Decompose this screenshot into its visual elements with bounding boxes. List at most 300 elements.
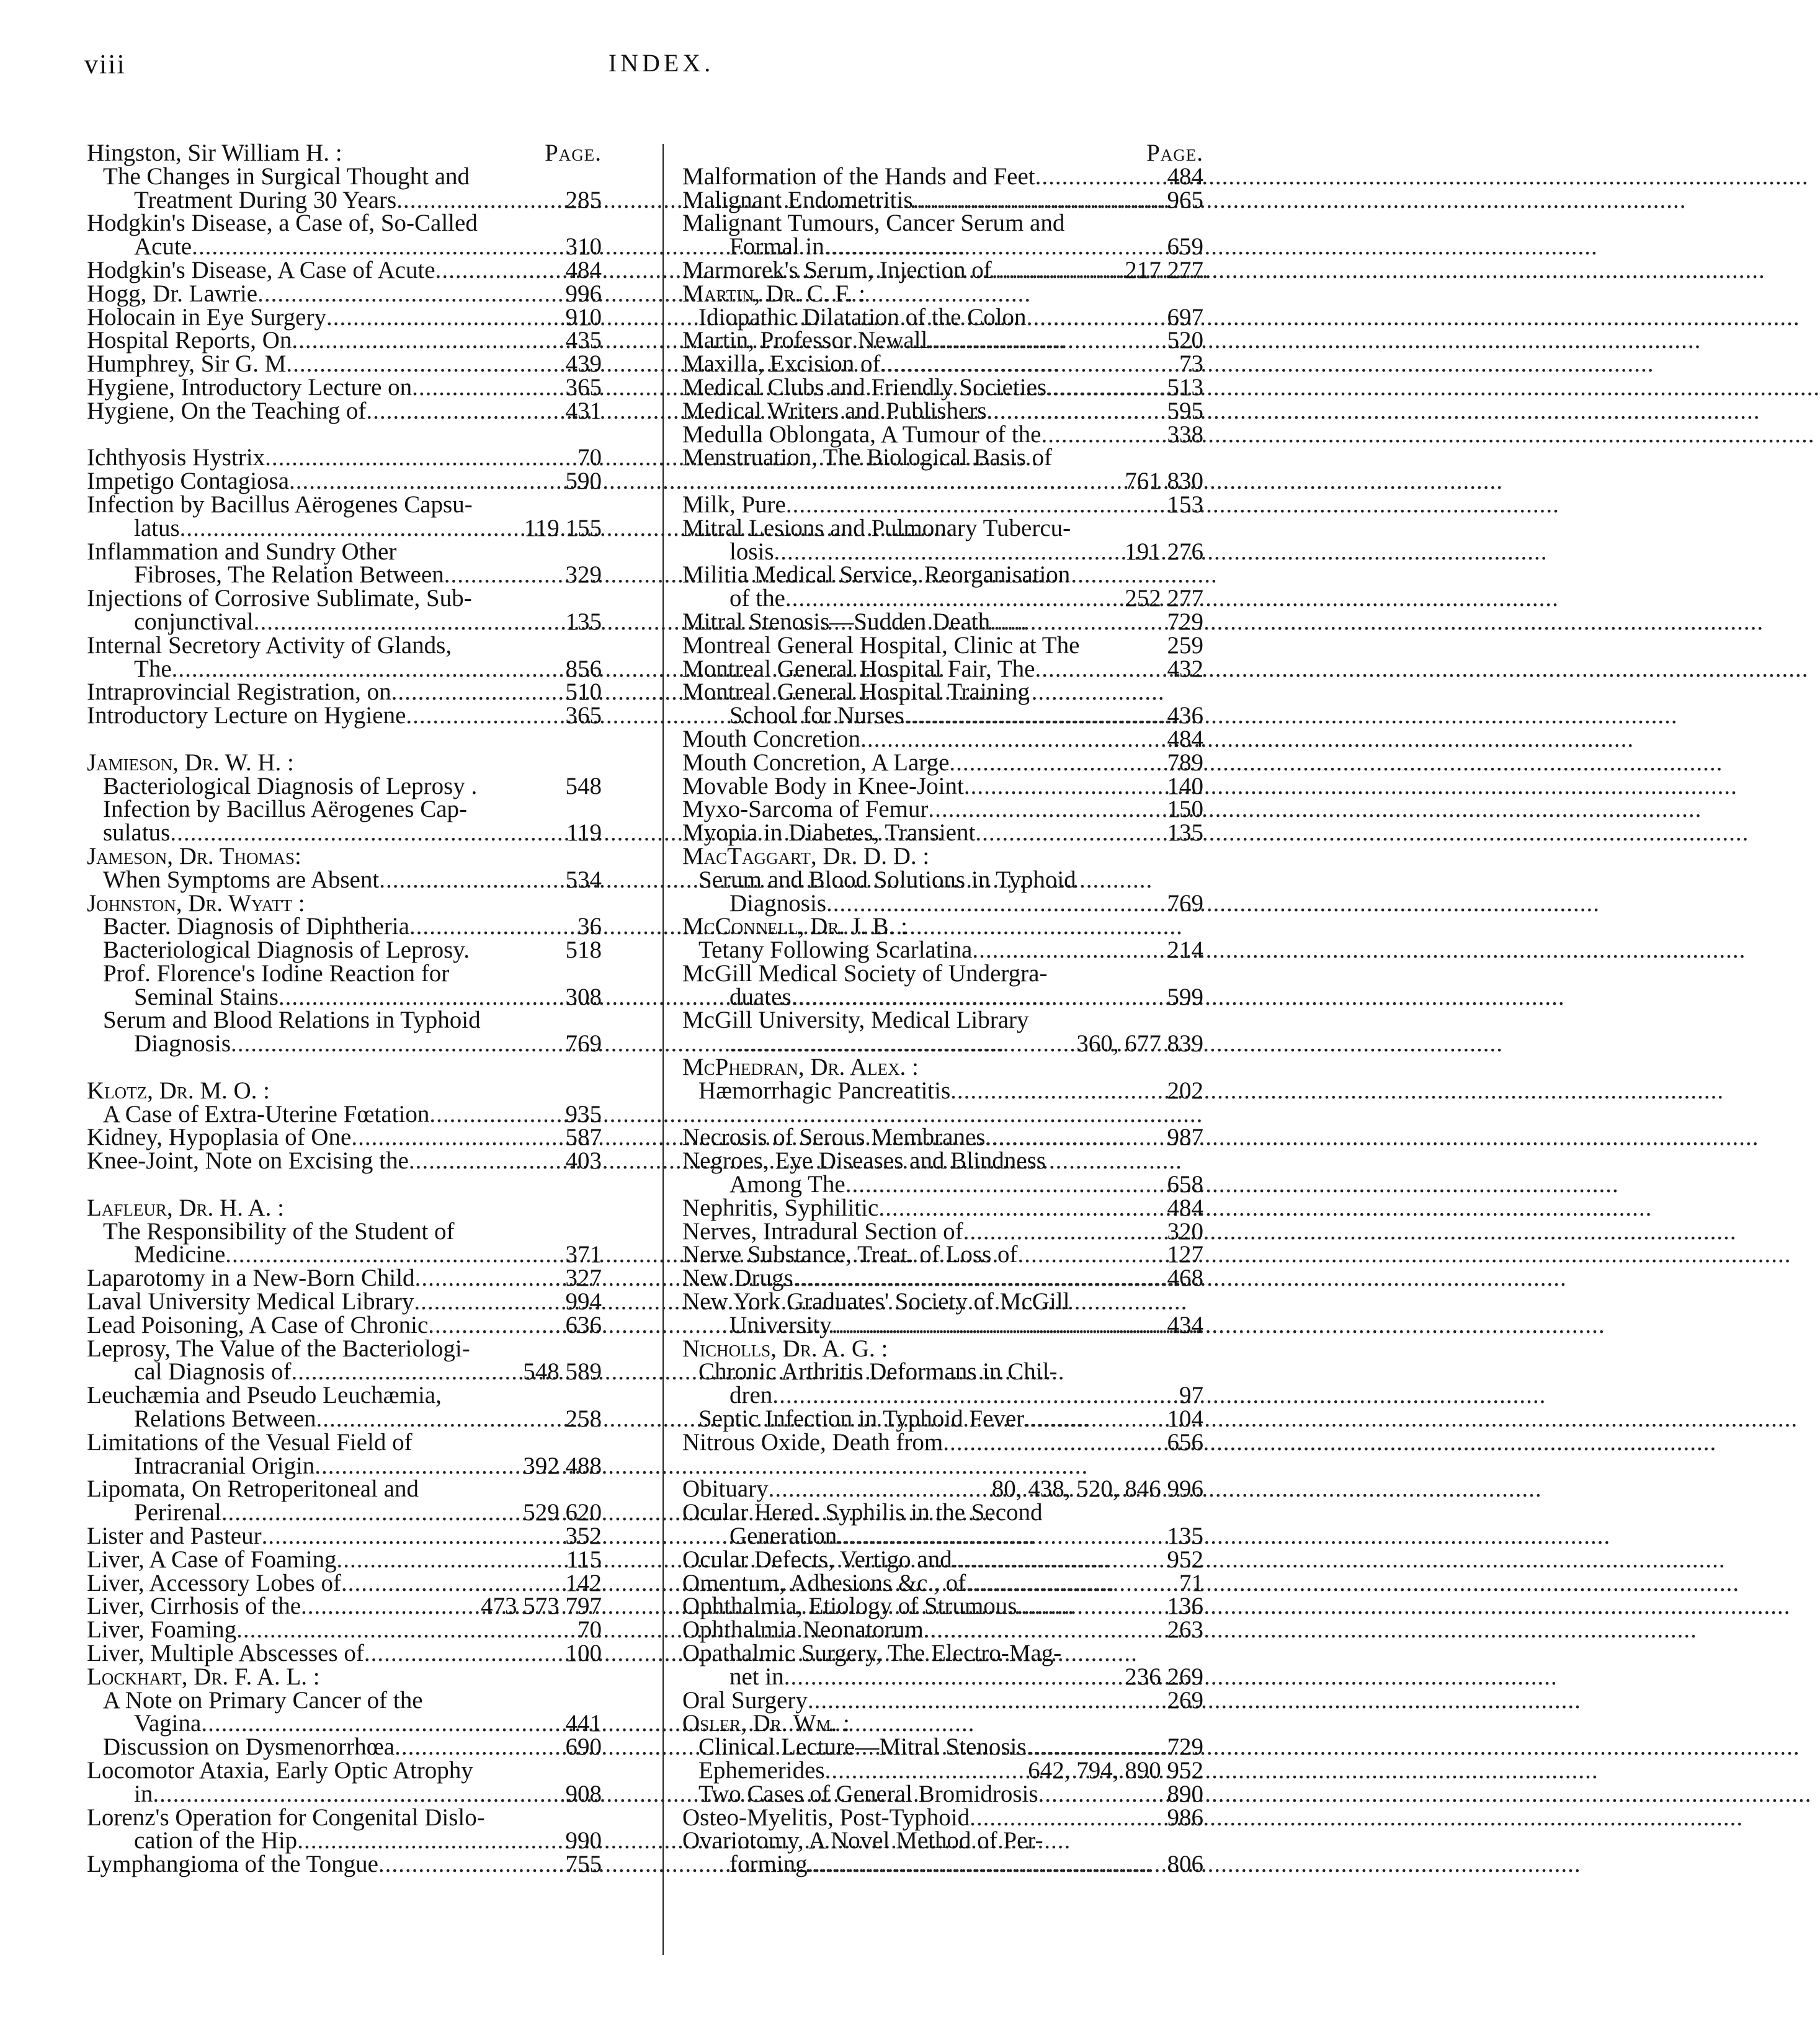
page-reference: 135 (1167, 1523, 1203, 1550)
dot-leader (364, 1642, 561, 1665)
entry-text: Johnston, Dr. Wyatt : (87, 889, 305, 917)
index-entry (87, 1548, 602, 1572)
page-reference: 320 (1167, 1217, 1203, 1245)
dot-leader (975, 821, 1162, 845)
entry-text: Intracranial Origin (134, 1452, 315, 1479)
dot-leader (265, 446, 573, 469)
index-entry (87, 1428, 602, 1456)
page-reference: 392 488 (523, 1452, 602, 1479)
index-entry (682, 1735, 1203, 1759)
dot-leader (366, 399, 560, 423)
entry-text: Osler, Dr. Wm. : (682, 1710, 850, 1737)
index-entry (87, 211, 602, 235)
index-entry (87, 704, 602, 727)
index-entry (682, 1149, 1203, 1173)
entry-text: Opathalmic Surgery, The Electro-Mag- (682, 1640, 1062, 1666)
index-entry (87, 1079, 602, 1103)
index-entry (87, 1642, 602, 1665)
index-entry (682, 446, 1203, 469)
entry-text: Perirenal (134, 1499, 221, 1526)
page-reference: 73 (1179, 350, 1203, 378)
entry-text: The Changes in Surgical Thought and (103, 162, 470, 190)
entry-text: Lipomata, On Retroperitoneal and (87, 1475, 419, 1503)
page-reference: 70 (578, 444, 602, 471)
page-reference: 327 (565, 1265, 602, 1292)
entry-text: School for Nurses (729, 702, 904, 729)
index-entry (682, 211, 1203, 235)
entry-text: Myxo-Sarcoma of Femur (682, 796, 929, 823)
index-entry (87, 1712, 602, 1735)
page-reference: 890 (1167, 1780, 1203, 1807)
entry-text: cal Diagnosis of (134, 1358, 292, 1386)
index-entry (87, 256, 602, 283)
index-entry (87, 540, 602, 564)
index-entry (682, 1056, 1203, 1079)
index-entry (682, 889, 1203, 917)
index-entry (87, 610, 602, 634)
page-reference: 150 (1167, 796, 1203, 823)
entry-text: Myopia in Diabetes, Transient (682, 819, 976, 847)
entry-text: Inflammation and Sundry Other (87, 538, 397, 565)
entry-text: Hingston, Sir William H. : (87, 140, 342, 166)
index-entry (682, 1196, 1203, 1220)
dot-leader (396, 189, 560, 212)
dot-leader (153, 1782, 560, 1806)
index-entry (87, 1595, 602, 1618)
index-entry (87, 352, 602, 376)
dot-leader (964, 775, 1162, 798)
entry-text: in (134, 1780, 153, 1807)
entry-text: Liver, Multiple Abscesses of (87, 1640, 364, 1666)
dot-leader (301, 1595, 476, 1618)
entry-text: Relations Between (134, 1405, 316, 1433)
dot-leader (395, 1735, 560, 1759)
index-entry (87, 1149, 602, 1173)
index-entry (87, 889, 602, 917)
index-entry (682, 1243, 1203, 1266)
index-entry (682, 704, 1203, 727)
index-entry (682, 256, 1203, 283)
page-reference: 642, 794, 890 952 (1028, 1756, 1203, 1784)
dot-leader (415, 1266, 561, 1290)
entry-text: McConnell, Dr. J. B. : (682, 913, 908, 940)
index-entry (87, 1360, 602, 1384)
dot-leader (927, 329, 1162, 352)
entry-text: dren (729, 1382, 773, 1409)
dot-leader (341, 1572, 561, 1595)
index-entry (87, 303, 602, 331)
entry-text: Kidney, Hypoplasia of One (87, 1124, 352, 1151)
dot-leader (172, 657, 561, 681)
index-entry (682, 1217, 1203, 1245)
index-entry (682, 1311, 1203, 1338)
entry-text: Generation (729, 1523, 837, 1550)
index-entry (682, 1569, 1203, 1596)
page-reference: 252 277 (1125, 585, 1203, 612)
dot-leader (1017, 1595, 1162, 1618)
dot-leader (254, 610, 561, 634)
index-entry (682, 1032, 1203, 1056)
entry-text: Diagnosis (729, 889, 826, 917)
index-entry (87, 282, 602, 306)
dot-leader (1046, 376, 1162, 399)
page-reference: 310 (565, 233, 602, 260)
entry-text: Diagnosis (134, 1030, 231, 1057)
dot-leader (729, 469, 1120, 493)
dot-leader (793, 1266, 1162, 1290)
page-reference: 115 (566, 1546, 602, 1573)
page-reference: 285 (565, 186, 602, 213)
entry-text: of the (729, 585, 785, 612)
entry-text: New York Graduates' Society of McGill (682, 1288, 1070, 1315)
page-number: viii (84, 49, 126, 79)
index-entry (682, 868, 1203, 892)
page-reference: 965 (1167, 186, 1203, 213)
page-reference: 484 (565, 256, 602, 283)
entry-text: Idiopathic Dilatation of the Colon (698, 303, 1027, 331)
entry-text: Liver, A Case of Foaming (87, 1546, 337, 1573)
dot-leader (391, 680, 561, 704)
page-reference: 439 (565, 350, 602, 378)
entry-text: losis (729, 538, 774, 565)
entry-text: Hospital Reports, On (87, 327, 292, 354)
entry-text: Jamieson, Dr. W. H. : (87, 749, 294, 776)
entry-text: Limitations of the Vesual Field of (87, 1428, 413, 1456)
entry-text: latus (134, 514, 180, 541)
page-reference: 135 (565, 608, 602, 635)
entry-text: Marmorek's Serum, Injection of (682, 256, 992, 283)
dot-leader (824, 235, 1162, 259)
dot-leader (928, 798, 1162, 821)
page-reference: 513 (1167, 373, 1203, 401)
entry-text: University (729, 1311, 832, 1338)
page-reference: 191 276 (1125, 538, 1203, 565)
index-entry (682, 1360, 1203, 1384)
index-entry (682, 352, 1203, 376)
index-entry (87, 141, 602, 165)
dot-leader (786, 493, 1162, 517)
page-reference: 910 (565, 303, 602, 331)
index-entry (87, 1829, 602, 1853)
index-entry (87, 1008, 602, 1032)
index-entry (682, 772, 1203, 799)
index-entry (87, 1853, 602, 1876)
entry-text: sulatus (103, 819, 171, 847)
page-reference: 119 155 (524, 514, 602, 541)
dot-leader (326, 306, 561, 329)
dot-leader (1027, 306, 1162, 329)
page-reference: 729 (1167, 608, 1203, 635)
page-reference: 135 (1167, 819, 1203, 847)
entry-text: Two Cases of General Bromidrosis (698, 1780, 1038, 1807)
index-entry (682, 983, 1203, 1010)
entry-text: Lymphangioma of the Tongue (87, 1851, 378, 1878)
entry-text: Montreal General Hospital Training (682, 679, 1030, 706)
entry-text: McGill University, Medical Library (682, 1007, 1029, 1034)
page-reference: 587 (565, 1124, 602, 1151)
index-entry (682, 798, 1203, 821)
dot-leader (1035, 657, 1162, 681)
entry-text: A Case of Extra-Uterine Fœtation (103, 1100, 430, 1128)
index-entry (682, 493, 1203, 517)
index-entry (87, 1290, 602, 1314)
entry-text: conjunctival (134, 608, 254, 635)
page-reference: 100 (565, 1640, 602, 1666)
page-reference: 484 (1167, 1194, 1203, 1221)
index-entry (87, 1217, 602, 1245)
entry-text: Locomotor Ataxia, Early Optic Atrophy (87, 1756, 473, 1784)
dot-leader (784, 1665, 1120, 1689)
page-reference: 338 (1167, 420, 1203, 448)
dot-leader (257, 282, 560, 306)
index-entry (682, 959, 1203, 987)
entry-text: Medulla Oblongata, A Tumour of the (682, 420, 1042, 448)
entry-text: Nephritis, Syphilitic (682, 1194, 879, 1221)
index-entry (87, 983, 602, 1010)
dot-leader (904, 704, 1162, 727)
entry-text: Hæmorrhagic Pancreatitis (698, 1077, 951, 1104)
entry-text: forming (729, 1851, 808, 1878)
page-reference: 908 (565, 1780, 602, 1807)
index-column-left (87, 141, 602, 1876)
dot-leader (825, 1759, 1024, 1782)
index-entry (682, 587, 1203, 610)
page-reference: 484 (1167, 162, 1203, 190)
entry-text: Nerve Substance, Treat. of Loss of (682, 1241, 1018, 1268)
index-entry (87, 842, 602, 870)
page-reference: 97 (1179, 1382, 1203, 1409)
dot-leader (435, 259, 561, 282)
entry-text: McPhedran, Dr. Alex. : (682, 1054, 919, 1081)
page-reference: 697 (1167, 303, 1203, 331)
page-reference: 952 (1167, 1546, 1203, 1573)
dot-leader (1024, 1407, 1162, 1431)
dot-leader (192, 235, 560, 259)
page-reference: 656 (1167, 1428, 1203, 1456)
index-entry (682, 1337, 1203, 1361)
page-reference: 987 (1167, 1124, 1203, 1151)
dot-leader (878, 1196, 1162, 1220)
index-entry (87, 1477, 602, 1501)
dot-leader (412, 376, 560, 399)
dot-leader (378, 1853, 561, 1876)
index-entry (87, 772, 602, 799)
entry-text: Humphrey, Sir G. M (87, 350, 287, 378)
index-entry (682, 303, 1203, 331)
entry-text: Nerves, Intradural Section of (682, 1217, 963, 1245)
entry-text: Mitral Stenosis—Sudden Death (682, 608, 991, 635)
dot-leader (289, 469, 560, 493)
index-entry (682, 186, 1203, 213)
index-entry (87, 1243, 602, 1266)
blank-line (87, 1173, 602, 1196)
entry-text: Milk, Pure (682, 491, 786, 518)
page-reference: 986 (1167, 1804, 1203, 1831)
page-reference: 520 (1167, 327, 1203, 354)
dot-leader (832, 1314, 1162, 1337)
entry-text: Klotz, Dr. M. O. : (87, 1077, 270, 1104)
dot-leader (379, 868, 560, 892)
entry-text: Mitral Lesions and Pulmonary Tubercu- (682, 514, 1071, 541)
page-reference: 935 (565, 1100, 602, 1128)
index-entry (682, 1686, 1203, 1714)
entry-text: Mouth Concretion, A Large (682, 749, 950, 776)
page-reference: 71 (1179, 1569, 1203, 1596)
dot-leader (1038, 1782, 1162, 1806)
index-entry (87, 868, 602, 892)
page-reference: 590 (565, 468, 602, 495)
dot-leader (221, 1501, 518, 1524)
entry-text: cation of the Hip (134, 1827, 298, 1854)
index-entry (87, 798, 602, 821)
index-entry (682, 727, 1203, 751)
entry-text: Medicine (134, 1241, 226, 1268)
index-entry (87, 469, 602, 493)
page-reference: Page. (545, 140, 602, 166)
index-entry (87, 1032, 602, 1056)
page-reference: 994 (565, 1288, 602, 1315)
dot-leader (845, 1173, 1162, 1196)
entry-text: Liver, Cirrhosis of the (87, 1593, 301, 1620)
index-entry (87, 1782, 602, 1806)
dot-leader (792, 986, 1162, 1009)
index-entry (682, 1407, 1203, 1431)
entry-text: Intraprovincial Registration, on (87, 679, 391, 706)
index-entry (87, 514, 602, 541)
entry-text: Internal Secretory Activity of Glands, (87, 631, 452, 659)
page-reference: 432 (1167, 655, 1203, 682)
dot-leader (236, 1618, 573, 1642)
page-reference: 659 (1167, 233, 1203, 260)
page-reference: 468 (1167, 1265, 1203, 1292)
entry-text: Laval University Medical Library (87, 1288, 414, 1315)
page-reference: 127 (1167, 1241, 1203, 1268)
page-reference: 308 (565, 983, 602, 1010)
entry-text: Bacteriological Diagnosis of Leprosy. (103, 937, 470, 964)
dot-leader (972, 938, 1162, 962)
index-entry (87, 1735, 602, 1759)
page-reference: 534 (565, 866, 602, 893)
dot-leader (201, 1712, 560, 1735)
index-entry (682, 329, 1203, 352)
page-reference: 142 (565, 1569, 602, 1596)
page-reference: 403 (565, 1147, 602, 1175)
page-reference: 269 (1167, 1686, 1203, 1714)
index-entry (87, 1618, 602, 1642)
index-entry (87, 587, 602, 610)
entry-text: Clinical Lecture—Mitral Stenosis (698, 1733, 1027, 1761)
index-entry (87, 1454, 602, 1478)
entry-text: Obituary (682, 1475, 769, 1503)
page-reference: 484 (1167, 725, 1203, 752)
blank-line (87, 727, 602, 751)
entry-text: Oral Surgery (682, 1686, 808, 1714)
index-entry (87, 1196, 602, 1220)
dot-leader (231, 1032, 561, 1056)
entry-text: Vagina (134, 1710, 202, 1737)
entry-text: Ovariotomy, A Novel Method of Per- (682, 1827, 1043, 1854)
dot-leader (406, 704, 560, 727)
entry-text: The Responsibility of the Student of (103, 1217, 455, 1245)
index-entry (682, 1173, 1203, 1196)
index-entry (87, 235, 602, 259)
page-reference: 510 (565, 679, 602, 706)
dot-leader (963, 1220, 1162, 1244)
index-entry (682, 1853, 1203, 1876)
dot-leader (1027, 1735, 1162, 1759)
index-entry (682, 1384, 1203, 1407)
entry-text: Seminal Stains (134, 983, 279, 1010)
index-entry (87, 399, 602, 423)
page-reference: 365 (565, 702, 602, 729)
entry-text: McGill Medical Society of Undergra- (682, 959, 1048, 987)
index-entry (87, 1266, 602, 1290)
dot-leader (950, 1079, 1162, 1103)
page-reference: 518 (565, 937, 602, 964)
page-reference: 761 830 (1125, 468, 1203, 495)
entry-text: Bacter. Diagnosis of Diphtheria (103, 913, 409, 940)
entry-text: Liver, Accessory Lobes of (87, 1569, 341, 1596)
index-entry (682, 1595, 1203, 1618)
dot-leader (414, 1290, 560, 1314)
dot-leader (949, 751, 1162, 775)
page-reference: 263 (1167, 1616, 1203, 1644)
dot-leader (826, 892, 1162, 915)
entry-text: Liver, Foaming (87, 1616, 237, 1644)
entry-text: Ichthyosis Hystrix (87, 444, 265, 471)
dot-leader (1018, 1243, 1162, 1266)
dot-leader (291, 1360, 518, 1384)
dot-leader (808, 1853, 1162, 1876)
page-reference: 140 (1167, 772, 1203, 799)
entry-text: Maxilla, Excision of (682, 350, 881, 378)
index-entry (682, 1642, 1203, 1665)
dot-leader (429, 1103, 560, 1126)
dot-leader (297, 1829, 560, 1853)
page-reference: 529 620 (523, 1499, 602, 1526)
page-reference: 441 (565, 1710, 602, 1737)
page-reference: 360, 677 839 (1076, 1030, 1203, 1057)
entry-text: Negroes, Eye Diseases and Blindness (682, 1147, 1046, 1175)
index-entry (682, 282, 1203, 306)
index-entry (682, 751, 1203, 775)
index-entry (682, 1428, 1203, 1456)
dot-leader (990, 610, 1162, 634)
dot-leader (769, 1477, 987, 1501)
blank-line (87, 1056, 602, 1079)
dot-leader (970, 1806, 1162, 1830)
entry-text: MacTaggart, Dr. D. D. : (682, 842, 930, 870)
index-entry (682, 1524, 1203, 1548)
entry-text: Movable Body in Knee-Joint (682, 772, 964, 799)
entry-text: duates (729, 983, 792, 1010)
index-entry (87, 446, 602, 469)
page-reference: 990 (565, 1827, 602, 1854)
index-entry (87, 1686, 602, 1714)
index-entry (87, 1569, 602, 1596)
index-entry (87, 751, 602, 775)
index-entry (682, 1126, 1203, 1149)
entry-text: Prof. Florence's Iodine Reaction for (103, 959, 450, 987)
entry-text: Ophthalmia, Etiology of Strumous (682, 1593, 1017, 1620)
dot-leader (729, 1032, 1071, 1056)
entry-text: A Note on Primary Cancer of the (103, 1686, 423, 1714)
entry-text: Ocular Defects, Vertigo and (682, 1546, 952, 1573)
index-entry (87, 938, 602, 962)
index-entry (87, 1756, 602, 1784)
page-reference: Page. (1146, 140, 1203, 166)
index-entry (682, 1477, 1203, 1501)
